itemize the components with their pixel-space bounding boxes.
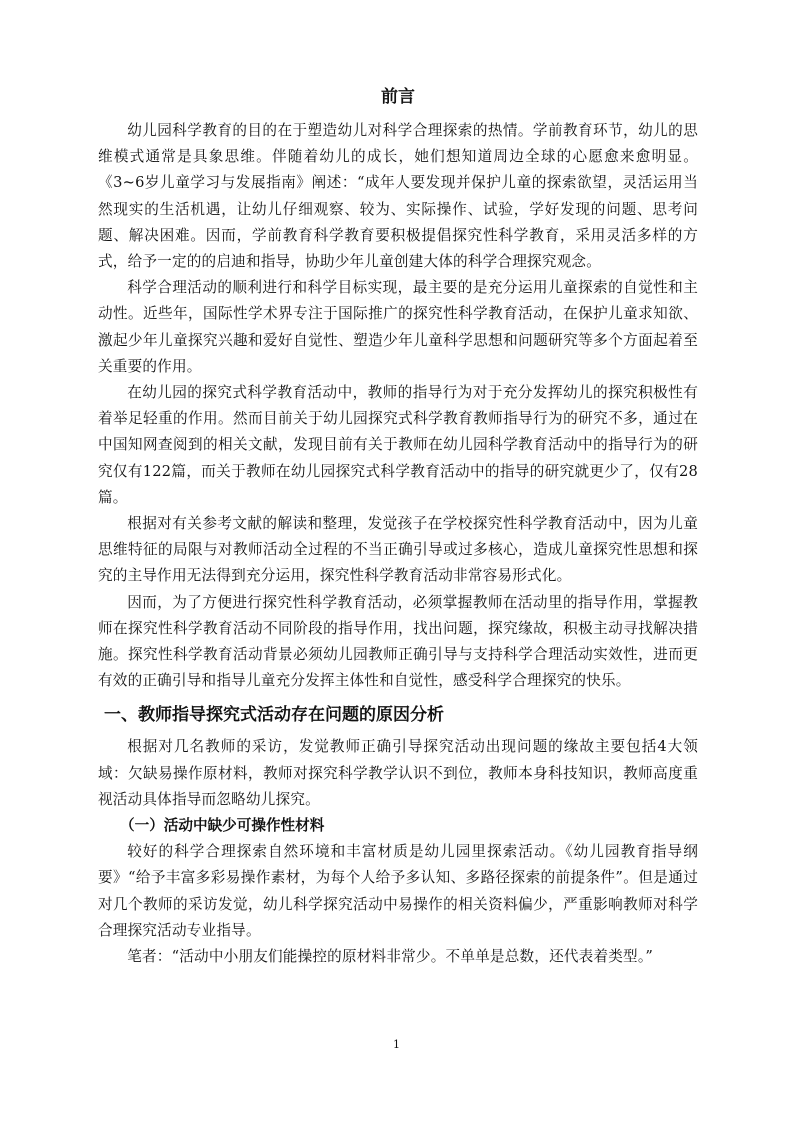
body-paragraph: 根据对几名教师的采访，发觉教师正确引导探究活动出现问题的缘故主要包括4大领域：欠缺易操作原材料，教师对探究科学教学认识不到位，教师本身科技知识，教师高度重视活动具体指导而忽略幼儿探究。	[98, 738, 698, 808]
section-heading: 一、教师指导探究式活动存在问题的原因分析	[104, 705, 444, 726]
body-paragraph: 根据对有关参考文献的解读和整理，发觉孩子在学校探究性科学教育活动中，因为儿童思维特征的局限与对教师活动全过程的不当正确引导或过多核心，造成儿童探究性思想和探究的主导作用无法得到充分运用，探究性科学教育活动非常容易形式化。	[98, 515, 698, 585]
page-number: 1	[393, 1038, 400, 1051]
body-paragraph: 较好的科学合理探索自然环境和丰富材质是幼儿园里探索活动。《幼儿园教育指导纲要》“给予丰富多彩易操作素材，为每个人给予多认知、多路径探索的前提条件”。但是通过对几个教师的采访发觉，幼儿科学探究活动中易操作的相关资料偏少，严重影响教师对科学合理探究活动专业指导。	[98, 843, 698, 939]
body-paragraph: 科学合理活动的顺利进行和科学目标实现，最主要的是充分运用儿童探索的自觉性和主动性。近些年，国际性学术界专注于国际推广的探究性科学教育活动，在保护儿童求知欲、激起少年儿童探究兴趣和爱好自觉性、塑造少年儿童科学思想和问题研究等多个方面起着至关重要的作用。	[98, 279, 698, 375]
page-title: 前言	[381, 87, 415, 107]
body-paragraph: 幼儿园科学教育的目的在于塑造幼儿对科学合理探索的热情。学前教育环节，幼儿的思维模式通常是具象思维。伴随着幼儿的成长，她们想知道周边全球的心愿愈来愈明显。《3~6岁儿童学习与发展指南》阐述：“成年人要发现并保护儿童的探索欲望，灵活运用当然现实的生活机遇，让幼儿仔细观察、较为、实际操作、试验，学好发现的问题、思考问题、解决困难。因而，学前教育科学教育要积极提倡探究性科学教育，采用灵活多样的方式，给予一定的的启迪和指导，协助少年儿童创建大体的科学合理探究观念。	[98, 122, 698, 271]
page-body	[98, 84, 698, 970]
body-paragraph: 笔者：“活动中小朋友们能操控的原材料非常少。不单单是总数，还代表着类型。”	[127, 948, 653, 966]
body-paragraph: 因而，为了方便进行探究性科学教育活动，必须掌握教师在活动里的指导作用，掌握教师在探究性科学教育活动不同阶段的指导作用，找出问题，探究缘故，积极主动寻找解决措施。探究性科学教育活动背景必须幼儿园教师正确引导与支持科学合理活动实效性，进而更有效的正确引导和指导儿童充分发挥主体性和自觉性，感受科学合理探究的快乐。	[98, 593, 698, 690]
subsection-heading: （一）活动中缺少可操作性材料	[120, 817, 325, 835]
body-paragraph: 在幼儿园的探究式科学教育活动中，教师的指导行为对于充分发挥幼儿的探究积极性有着举足轻重的作用。然而目前关于幼儿园探究式科学教育教师指导行为的研究不多，通过在中国知网查阅到的相关文献，发现目前有关于教师在幼儿园科学教育活动中的指导行为的研究仅有122篇，而关于教师在幼儿园探究式科学教育活动中的指导的研究就更少了，仅有28篇。	[98, 384, 698, 506]
